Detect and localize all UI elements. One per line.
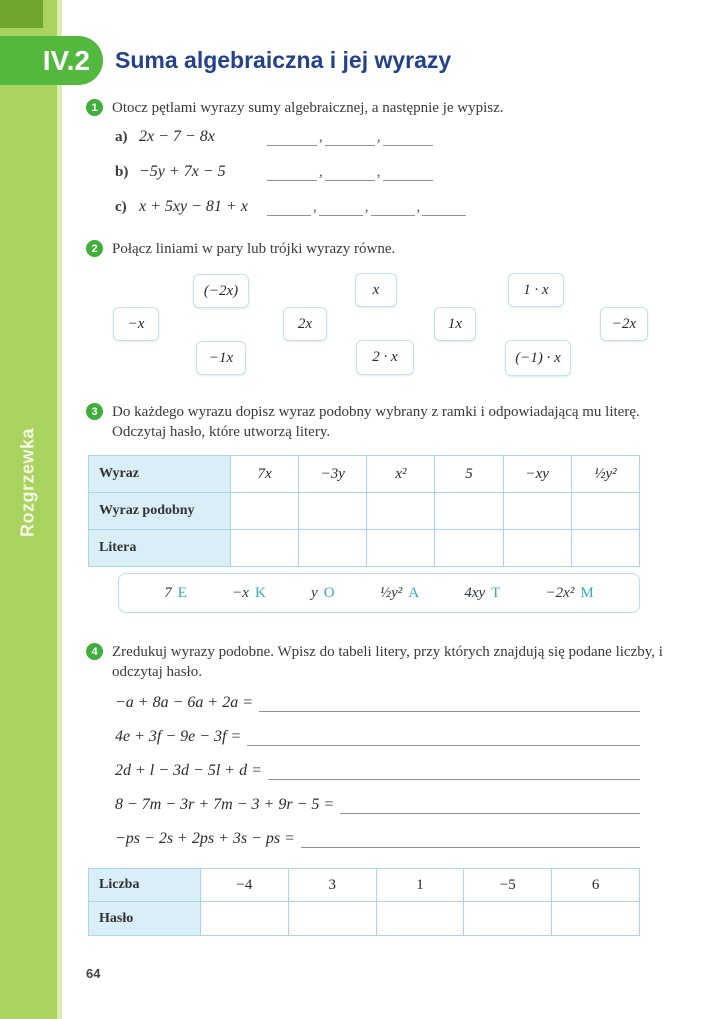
answer-cell[interactable] (571, 530, 639, 567)
term-box[interactable]: −2x (600, 307, 648, 341)
answer-cell[interactable] (367, 530, 435, 567)
term-box[interactable]: 2 · x (356, 340, 414, 375)
answer-cell[interactable] (201, 902, 289, 936)
math-expression: 4e + 3f − 9e − 3f = (115, 728, 242, 745)
table-col-header: 3 (288, 869, 376, 902)
hint-expression: y (311, 584, 318, 601)
table-row-header: Litera (89, 530, 231, 567)
answer-cell[interactable] (464, 902, 552, 936)
hint-expression: −2x² (545, 584, 575, 601)
answer-cell[interactable] (435, 493, 503, 530)
answer-blank[interactable] (267, 132, 317, 146)
answer-blank[interactable] (325, 167, 375, 181)
term-box[interactable]: 1x (434, 307, 476, 341)
item-label: b) (115, 164, 129, 180)
answer-cell[interactable] (231, 530, 299, 567)
answer-blank[interactable] (301, 834, 640, 848)
answer-cell[interactable] (299, 530, 367, 567)
term-box[interactable]: −x (113, 307, 159, 341)
answer-cell[interactable] (288, 902, 376, 936)
table-row-header: Liczba (89, 869, 201, 902)
task1-number-badge: 1 (86, 99, 103, 116)
section-badge: IV.2 (0, 36, 103, 85)
corner-decoration (0, 0, 43, 28)
task4-number-badge: 4 (86, 643, 103, 660)
hint-letter: A (408, 584, 420, 601)
table-col-header: 7x (231, 456, 299, 493)
blank-separator: , (376, 129, 381, 145)
term-box[interactable]: (−2x) (193, 274, 249, 308)
task4-instruction: Zredukuj wyrazy podobne. Wpisz do tabeli litery, przy których znajdują się podane liczby, i odczytaj hasło. (112, 644, 663, 681)
blank-separator: , (416, 199, 421, 215)
answer-cell[interactable] (367, 493, 435, 530)
page-title: Suma algebraiczna i jej wyrazy (115, 47, 452, 73)
blank-separator: , (313, 199, 317, 215)
term-box[interactable]: −1x (196, 341, 246, 375)
table-col-header: x² (367, 456, 435, 493)
answer-blank[interactable] (267, 202, 311, 216)
table-col-header: −3y (299, 456, 367, 493)
task3-number-badge: 3 (86, 403, 103, 420)
task1-item-a (115, 128, 625, 146)
hint-letter: M (580, 584, 594, 601)
hint-expression: 4xy (464, 584, 486, 601)
table-row-header: Hasło (89, 902, 201, 936)
term-box[interactable]: x (355, 273, 397, 307)
hint-pair (311, 585, 335, 602)
table-row-header: Wyraz podobny (89, 493, 231, 530)
hint-expression: −x (232, 584, 249, 601)
hint-letter: K (254, 584, 266, 601)
answer-blank[interactable] (422, 202, 466, 216)
letter-hint-box (118, 573, 640, 613)
table-col-header: 6 (552, 869, 640, 902)
hint-expression: 7 (164, 584, 172, 601)
math-expression: −ps − 2s + 2ps + 3s − ps = (115, 830, 295, 847)
blank-separator: , (319, 129, 323, 145)
answer-blank[interactable] (383, 132, 433, 146)
blank-separator: , (364, 199, 369, 215)
hint-letter: T (491, 584, 501, 601)
answer-cell[interactable] (231, 493, 299, 530)
answer-cell[interactable] (435, 530, 503, 567)
math-expression: 2x − 7 − 8x (139, 128, 215, 145)
reduce-row (115, 728, 640, 746)
task2-instruction: Połącz liniami w pary lub trójki wyrazy równe. (112, 241, 396, 257)
chapter-label: Rozgrzewka (17, 427, 38, 538)
table-col-header: ½y² (571, 456, 639, 493)
answer-cell[interactable] (299, 493, 367, 530)
task1-instruction: Otocz pętlami wyrazy sumy algebraicznej, a następnie je wypisz. (112, 100, 504, 116)
answer-cell[interactable] (503, 530, 571, 567)
hint-pair (232, 585, 266, 602)
hint-letter: O (323, 584, 335, 601)
answer-blank[interactable] (247, 732, 640, 746)
term-box[interactable]: (−1) · x (505, 340, 571, 376)
hint-pair (464, 585, 500, 602)
math-expression: x + 5xy − 81 + x (139, 198, 248, 215)
answer-blank[interactable] (319, 202, 363, 216)
math-expression: −5y + 7x − 5 (139, 163, 226, 180)
table-row-header: Wyraz (89, 456, 231, 493)
answer-blank[interactable] (371, 202, 415, 216)
reduce-row (115, 762, 640, 780)
answer-cell[interactable] (552, 902, 640, 936)
answer-cell[interactable] (571, 493, 639, 530)
hint-pair (546, 585, 594, 602)
sidebar-strip (0, 0, 62, 1019)
hint-expression: ½y² (379, 584, 403, 601)
answer-blank[interactable] (340, 800, 640, 814)
table-col-header: −5 (464, 869, 552, 902)
answer-blank[interactable] (259, 698, 640, 712)
blank-separator: , (376, 164, 381, 180)
similar-terms-table (88, 455, 640, 567)
hint-pair (164, 585, 187, 602)
password-table (88, 868, 640, 936)
item-label: a) (115, 129, 128, 145)
reduce-row (115, 830, 640, 848)
task1-item-c (115, 198, 625, 216)
math-expression: 8 − 7m − 3r + 7m − 3 + 9r − 5 = (115, 796, 335, 813)
answer-cell[interactable] (503, 493, 571, 530)
task2-number-badge: 2 (86, 240, 103, 257)
item-label: c) (115, 199, 127, 215)
reduce-row (115, 796, 640, 814)
math-expression: −a + 8a − 6a + 2a = (115, 694, 253, 711)
answer-blank[interactable] (383, 167, 433, 181)
table-col-header: 5 (435, 456, 503, 493)
page-number: 64 (86, 966, 101, 981)
task1-item-b (115, 163, 625, 181)
answer-blank[interactable] (268, 766, 640, 780)
hint-letter: E (177, 584, 187, 601)
math-expression: 2d + l − 3d − 5l + d = (115, 762, 262, 779)
task3-instruction: Do każdego wyrazu dopisz wyraz podobny wybrany z ramki i odpowiadającą mu literę. Odczytaj hasło, które utworzą litery. (112, 404, 640, 441)
hint-pair (380, 585, 419, 602)
term-box[interactable]: 1 · x (508, 273, 564, 307)
term-box[interactable]: 2x (283, 307, 327, 341)
reduce-row (115, 694, 640, 712)
answer-blank[interactable] (267, 167, 317, 181)
answer-cell[interactable] (376, 902, 464, 936)
answer-blank[interactable] (325, 132, 375, 146)
table-col-header: −4 (201, 869, 289, 902)
table-col-header: 1 (376, 869, 464, 902)
table-col-header: −xy (503, 456, 571, 493)
blank-separator: , (319, 164, 323, 180)
